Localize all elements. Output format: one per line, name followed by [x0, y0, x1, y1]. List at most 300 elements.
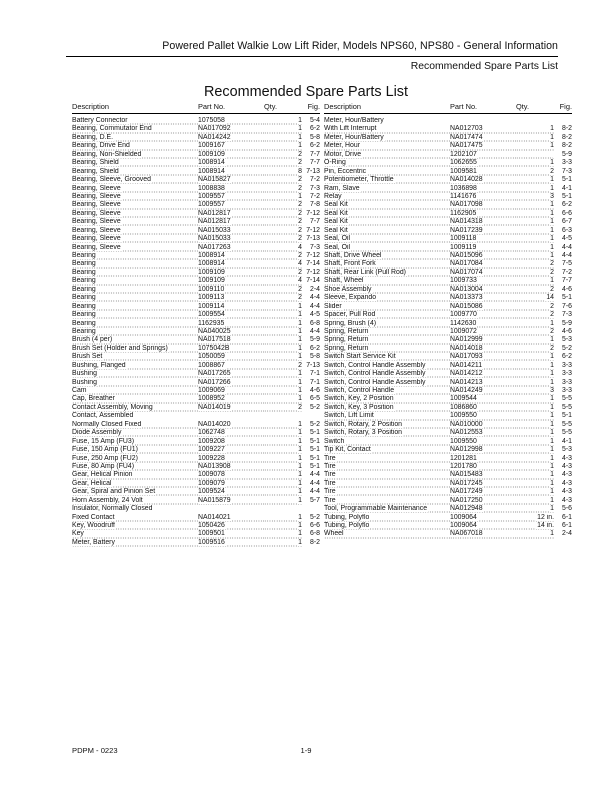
part-quantity	[264, 421, 302, 429]
part-description-text: Fixed Contact	[72, 513, 115, 521]
part-quantity-text: 1	[298, 302, 302, 310]
part-number	[198, 159, 264, 167]
figure-reference: 4-3	[562, 462, 572, 470]
part-quantity-text: 1	[550, 429, 554, 437]
part-description-text: Switch, Control Handle Assembly	[324, 361, 426, 369]
part-number	[198, 412, 264, 420]
part-description-text: Pin, Eccentric	[324, 167, 367, 175]
part-number-text: NA012817	[198, 218, 231, 226]
table-row	[72, 311, 320, 319]
header-divider	[66, 56, 558, 57]
part-number-text: NA015033	[198, 235, 231, 243]
part-number	[198, 210, 264, 218]
part-number	[450, 218, 516, 226]
table-row	[324, 463, 572, 471]
part-number	[450, 269, 516, 277]
figure-reference: 5-7	[310, 496, 320, 504]
part-quantity	[264, 522, 302, 530]
part-description	[72, 260, 198, 268]
part-number-text: NA017265	[198, 370, 231, 378]
part-quantity-text: 2	[550, 260, 554, 268]
part-description	[324, 125, 450, 133]
part-description	[72, 514, 198, 522]
part-number-text: 1009113	[198, 294, 225, 302]
figure-reference: 7-1	[310, 378, 320, 386]
table-row	[324, 429, 572, 437]
figure-reference: 4-4	[310, 471, 320, 479]
part-description	[72, 134, 198, 142]
part-description-text: Bearing	[72, 268, 96, 276]
table-row	[72, 151, 320, 159]
part-description	[72, 421, 198, 429]
part-description-text: Bushing	[72, 378, 97, 386]
part-description-text: Spring, Brush (4)	[324, 319, 377, 327]
part-number-text: 1009228	[198, 454, 225, 462]
part-number	[450, 336, 516, 344]
part-number-text: NA017518	[198, 336, 231, 344]
part-description-text: Bearing, Sleeve, Grooved	[72, 176, 151, 184]
part-number-text: NA017093	[450, 353, 483, 361]
figure-reference: 5-2	[310, 403, 320, 411]
part-number-text: 1036898	[450, 184, 477, 192]
table-row	[72, 210, 320, 218]
table-row	[72, 277, 320, 285]
table-row	[324, 446, 572, 454]
part-description-text: Gear, Helical Pinion	[72, 471, 133, 479]
figure-reference: 4-4	[310, 302, 320, 310]
part-number	[198, 193, 264, 201]
figure-reference: 5-1	[310, 454, 320, 462]
part-description-text: Spring, Return	[324, 327, 369, 335]
part-number	[450, 142, 516, 150]
part-quantity-text: 2	[550, 167, 554, 175]
part-number-text: NA017474	[450, 133, 483, 141]
figure-reference: 7-3	[562, 311, 572, 319]
table-row	[72, 463, 320, 471]
part-quantity	[264, 185, 302, 193]
part-description-text: Key, Woodruff	[72, 522, 115, 529]
table-row	[72, 193, 320, 201]
parts-table-left	[72, 102, 320, 547]
part-description-text: Diode Assembly	[72, 429, 122, 437]
figure-reference: 4-4	[562, 252, 572, 259]
figure-reference: 7-7	[310, 218, 320, 226]
part-description-text: Bearing	[72, 302, 96, 310]
figure-reference: 3-3	[562, 361, 572, 369]
table-row	[324, 303, 572, 311]
table-row	[72, 159, 320, 167]
part-quantity-text: 2	[298, 252, 302, 259]
part-description	[324, 286, 450, 294]
part-description	[324, 227, 450, 235]
figure-reference: 5-5	[562, 403, 572, 411]
part-quantity-text: 1	[550, 218, 554, 226]
figure-reference: 4-4	[310, 294, 320, 302]
part-quantity	[516, 117, 554, 125]
part-quantity	[264, 328, 302, 336]
part-number	[450, 488, 516, 496]
part-number-text: NA015827	[198, 176, 231, 184]
part-quantity	[264, 446, 302, 454]
part-description-text: Contact, Assembled	[72, 412, 134, 420]
part-quantity	[516, 463, 554, 471]
part-number	[198, 294, 264, 302]
part-description-text: Seal Kit	[324, 218, 348, 226]
part-quantity	[264, 286, 302, 294]
figure-reference: 4-6	[310, 387, 320, 394]
table-row	[72, 244, 320, 252]
figure-reference: 7-7	[562, 277, 572, 285]
part-quantity	[264, 311, 302, 319]
part-description	[72, 471, 198, 479]
part-description	[324, 379, 450, 387]
part-number	[450, 395, 516, 403]
part-number-text: NA017266	[198, 378, 231, 386]
part-description	[72, 429, 198, 437]
part-quantity	[516, 379, 554, 387]
part-number-text: NA012998	[450, 446, 483, 454]
figure-reference: 7-12	[306, 209, 320, 217]
part-number	[198, 446, 264, 454]
figure-reference: 8-2	[562, 133, 572, 141]
part-quantity	[264, 218, 302, 226]
part-quantity-text: 2	[298, 285, 302, 293]
part-quantity-text: 1	[550, 420, 554, 428]
part-quantity	[516, 387, 554, 395]
table-row	[72, 218, 320, 226]
table-row	[72, 429, 320, 437]
part-quantity	[516, 151, 554, 159]
table-row	[324, 260, 572, 268]
part-number	[198, 142, 264, 150]
part-quantity	[516, 370, 554, 378]
part-description	[324, 201, 450, 209]
part-number-text: 1009078	[198, 471, 225, 479]
part-description	[72, 218, 198, 226]
table-row	[324, 379, 572, 387]
part-quantity-text: 1	[298, 344, 302, 352]
part-number-text: 1009770	[450, 311, 477, 319]
figure-reference: 7-14	[306, 277, 320, 285]
part-description	[72, 505, 198, 513]
table-row	[324, 142, 572, 150]
part-description-text: O-Ring	[324, 159, 346, 167]
part-description-text: Shaft, Rear Link (Pull Rod)	[324, 268, 406, 276]
part-quantity-text: 1	[298, 538, 302, 546]
part-number	[450, 235, 516, 243]
part-description-text: Spring, Return	[324, 344, 369, 352]
part-number-text: NA012999	[450, 336, 483, 344]
table-row	[72, 497, 320, 505]
figure-reference: 4-3	[562, 496, 572, 504]
figure-reference: 4-3	[562, 479, 572, 487]
table-row	[72, 320, 320, 328]
part-quantity	[264, 201, 302, 209]
part-description	[324, 353, 450, 361]
part-description	[324, 497, 450, 505]
part-number	[450, 514, 516, 522]
part-description	[72, 497, 198, 505]
part-description	[72, 362, 198, 370]
part-number-text: 1009109	[198, 268, 225, 276]
figure-reference: 5-1	[562, 192, 572, 200]
part-description	[72, 336, 198, 344]
part-quantity-text: 2	[550, 285, 554, 293]
part-quantity	[516, 260, 554, 268]
part-description-text: Tubing, Polyflo	[324, 522, 370, 529]
part-description	[324, 185, 450, 193]
part-number-text: NA013373	[450, 294, 483, 302]
part-description	[324, 252, 450, 260]
part-description	[324, 210, 450, 218]
part-description-text: Bearing	[72, 319, 96, 327]
table-row	[324, 286, 572, 294]
part-quantity	[516, 395, 554, 403]
figure-reference: 5-5	[562, 395, 572, 403]
figure-reference: 6-2	[562, 201, 572, 209]
part-quantity	[264, 370, 302, 378]
document-header-subtitle: Recommended Spare Parts List	[410, 61, 558, 72]
part-number	[450, 303, 516, 311]
table-row	[72, 345, 320, 353]
part-number	[198, 235, 264, 243]
part-quantity	[516, 353, 554, 361]
table-row	[324, 210, 572, 218]
part-number	[450, 311, 516, 319]
figure-reference: 4-5	[310, 311, 320, 319]
part-description	[72, 252, 198, 260]
table-row	[324, 370, 572, 378]
figure-reference: 7-13	[306, 235, 320, 243]
part-description	[72, 244, 198, 252]
part-description	[324, 370, 450, 378]
table-row	[72, 328, 320, 336]
part-quantity-text: 4	[298, 277, 302, 285]
part-number	[450, 176, 516, 184]
part-number-text: 1009119	[450, 243, 477, 251]
part-quantity-text: 1	[550, 437, 554, 445]
part-description-text: Slider	[324, 302, 342, 310]
part-number-text: 1008914	[198, 260, 225, 268]
part-description	[72, 455, 198, 463]
part-quantity-text: 1	[298, 454, 302, 462]
part-description-text: Contact Assembly, Moving	[72, 403, 153, 411]
table-row	[324, 514, 572, 522]
part-quantity-text: 1	[550, 403, 554, 411]
part-description-text: Bearing	[72, 327, 96, 335]
part-quantity	[264, 404, 302, 412]
part-number	[450, 429, 516, 437]
part-number	[198, 438, 264, 446]
part-number-text: 1201780	[450, 462, 477, 470]
part-number	[450, 185, 516, 193]
part-description	[324, 438, 450, 446]
part-quantity-text: 1	[550, 479, 554, 487]
part-number	[450, 412, 516, 420]
part-description	[72, 151, 198, 159]
part-quantity	[264, 277, 302, 285]
part-quantity-text: 1	[550, 319, 554, 327]
table-row	[324, 277, 572, 285]
figure-reference: 5-1	[562, 294, 572, 302]
part-number-text: 1009501	[198, 530, 225, 538]
figure-reference: 8-2	[562, 125, 572, 133]
part-description	[72, 320, 198, 328]
part-description-text: Bearing, Sleeve	[72, 209, 121, 217]
part-quantity	[516, 336, 554, 344]
part-number	[450, 463, 516, 471]
part-quantity	[264, 530, 302, 538]
part-number-text	[198, 412, 199, 419]
part-number	[450, 379, 516, 387]
header-description: Description	[72, 102, 109, 111]
figure-reference: 5-2	[562, 344, 572, 352]
part-quantity	[516, 328, 554, 336]
part-description	[324, 395, 450, 403]
part-number	[198, 260, 264, 268]
figure-reference: 2-4	[562, 530, 572, 538]
part-description	[72, 142, 198, 150]
part-description	[324, 159, 450, 167]
part-description	[72, 412, 198, 420]
part-quantity-text	[553, 117, 554, 124]
table-row	[324, 244, 572, 252]
part-number	[450, 125, 516, 133]
part-number-text: 1062655	[450, 159, 477, 167]
figure-reference: 7-2	[310, 192, 320, 200]
part-quantity-text: 1	[298, 471, 302, 479]
part-description-text: Bearing	[72, 311, 96, 319]
part-number	[198, 286, 264, 294]
part-number	[450, 345, 516, 353]
part-description-text: Relay	[324, 192, 342, 200]
table-row	[324, 421, 572, 429]
part-number	[450, 260, 516, 268]
part-description	[324, 505, 450, 513]
table-row	[72, 117, 320, 125]
part-quantity	[264, 438, 302, 446]
part-description-text: Switch, Control Handle Assembly	[324, 378, 426, 386]
part-description-text: Seal Kit	[324, 209, 348, 217]
part-description	[72, 370, 198, 378]
page-number: 1-9	[300, 746, 312, 755]
part-quantity-text: 4	[298, 260, 302, 268]
figure-reference: 6-6	[562, 209, 572, 217]
part-number-text: 1075058	[198, 117, 225, 124]
part-quantity	[264, 320, 302, 328]
figure-reference: 5-8	[310, 353, 320, 361]
part-description-text: Bearing, Shield	[72, 167, 119, 175]
part-description-text: Spacer, Pull Rod	[324, 311, 376, 319]
part-description	[72, 168, 198, 176]
part-quantity-text: 4	[298, 243, 302, 251]
figure-reference: 5-6	[562, 505, 572, 513]
part-number-text: 1009581	[450, 167, 477, 175]
part-description	[72, 353, 198, 361]
part-number-text: 1008914	[198, 159, 225, 167]
part-quantity	[264, 488, 302, 496]
part-description-text: Tire	[324, 454, 336, 462]
part-quantity-text: 2	[298, 150, 302, 158]
part-description	[324, 345, 450, 353]
header-fig: Fig.	[559, 102, 572, 111]
part-number-text: NA017074	[450, 268, 483, 276]
figure-reference: 7-13	[306, 167, 320, 175]
part-number	[450, 522, 516, 530]
part-number-text: NA014242	[198, 133, 231, 141]
part-number-text: 1009227	[198, 446, 225, 454]
part-number-text: 1075042B	[198, 344, 230, 352]
part-quantity	[264, 142, 302, 150]
part-number	[198, 244, 264, 252]
part-quantity-text: 1	[298, 378, 302, 386]
part-description	[324, 235, 450, 243]
table-row	[72, 370, 320, 378]
part-number	[450, 294, 516, 302]
part-description-text: Potentiometer, Throttle	[324, 176, 394, 184]
figure-reference: 6-3	[562, 226, 572, 234]
part-number-text: 1062748	[198, 429, 225, 437]
document-code: PDPM - 0223	[72, 746, 118, 755]
table-row	[324, 404, 572, 412]
table-row	[72, 353, 320, 361]
figure-reference: 6-2	[310, 142, 320, 150]
part-description	[324, 303, 450, 311]
part-number-text: 1009516	[198, 538, 225, 546]
part-number	[198, 514, 264, 522]
part-quantity	[264, 151, 302, 159]
part-quantity-text: 1	[298, 311, 302, 319]
table-row	[324, 497, 572, 505]
part-quantity-text: 2	[550, 344, 554, 352]
part-description-text: Tip Kit, Contact	[324, 446, 371, 454]
part-description-text: Shaft, Front Fork	[324, 260, 376, 268]
part-description	[324, 522, 450, 530]
figure-reference: 4-3	[562, 471, 572, 479]
part-quantity	[264, 412, 302, 420]
part-number	[198, 362, 264, 370]
figure-reference: 5-1	[562, 176, 572, 184]
part-quantity-text: 3	[550, 192, 554, 200]
figure-reference: 5-5	[562, 429, 572, 437]
part-number-text: NA014018	[450, 344, 483, 352]
part-description	[72, 185, 198, 193]
part-quantity-text: 1	[298, 142, 302, 150]
part-description-text: Shaft, Wheel	[324, 277, 364, 285]
part-quantity-text: 1	[550, 159, 554, 167]
part-description-text: Fuse, 150 Amp (FU1)	[72, 446, 138, 454]
part-number	[198, 395, 264, 403]
figure-reference: 8-2	[310, 538, 320, 546]
part-quantity-text: 2	[550, 268, 554, 276]
part-description-text: Bearing, D.E.	[72, 133, 113, 141]
table-row	[72, 303, 320, 311]
table-row	[324, 505, 572, 513]
part-number-text: 1009118	[450, 235, 477, 243]
part-number	[198, 201, 264, 209]
figure-reference: 7-3	[562, 167, 572, 175]
table-row	[72, 471, 320, 479]
table-row	[72, 530, 320, 538]
part-number	[198, 252, 264, 260]
part-quantity-text: 1	[550, 530, 554, 538]
column-headers	[324, 102, 572, 112]
part-quantity-text: 14 in.	[537, 522, 554, 529]
part-number-text: 1009733	[450, 277, 477, 285]
part-description-text: Cam	[72, 387, 87, 394]
part-number-text: NA014020	[198, 420, 231, 428]
part-description	[324, 471, 450, 479]
